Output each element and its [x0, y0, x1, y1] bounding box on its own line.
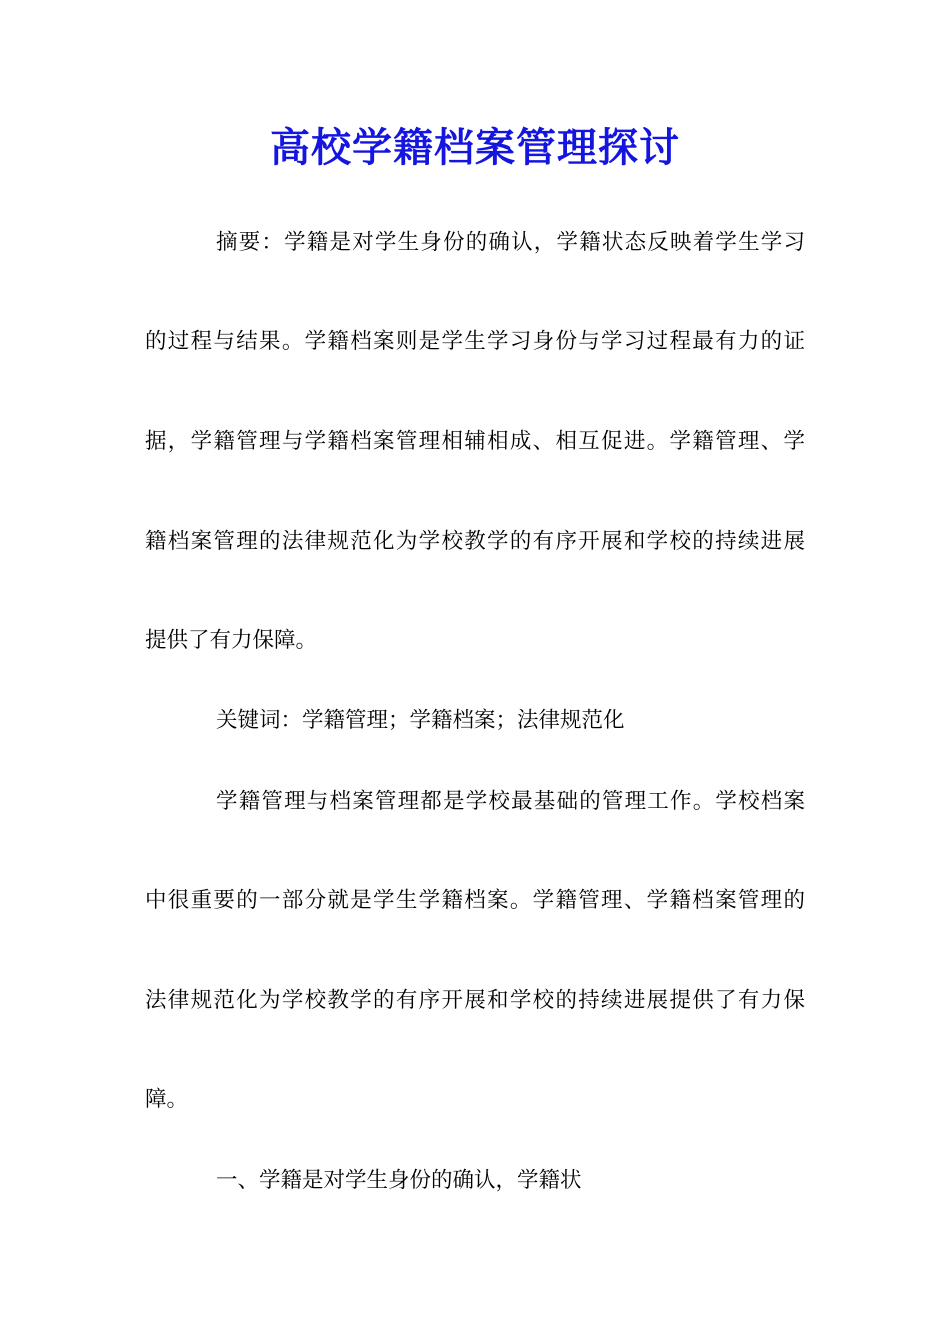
abstract-line: 的过程与结果。学籍档案则是学生学习身份与学习过程最有力的证	[145, 329, 805, 354]
abstract-line: 据，学籍管理与学籍档案管理相辅相成、相互促进。学籍管理、学	[145, 429, 805, 454]
abstract-line: 籍档案管理的法律规范化为学校教学的有序开展和学校的持续进展	[145, 529, 805, 554]
section-heading: 一、学籍是对学生身份的确认，学籍状	[216, 1168, 582, 1193]
abstract-line: 摘要：学籍是对学生身份的确认，学籍状态反映着学生学习	[216, 230, 805, 255]
document-title: 高校学籍档案管理探讨	[270, 124, 680, 171]
keywords-line: 关键词：学籍管理；学籍档案；法律规范化	[216, 708, 625, 733]
abstract-line: 提供了有力保障。	[145, 628, 318, 653]
intro-line: 学籍管理与档案管理都是学校最基础的管理工作。学校档案	[216, 789, 805, 814]
intro-line: 中很重要的一部分就是学生学籍档案。学籍管理、学籍档案管理的	[145, 888, 805, 913]
intro-line: 法律规范化为学校教学的有序开展和学校的持续进展提供了有力保	[145, 988, 805, 1013]
intro-line: 障。	[145, 1087, 189, 1112]
